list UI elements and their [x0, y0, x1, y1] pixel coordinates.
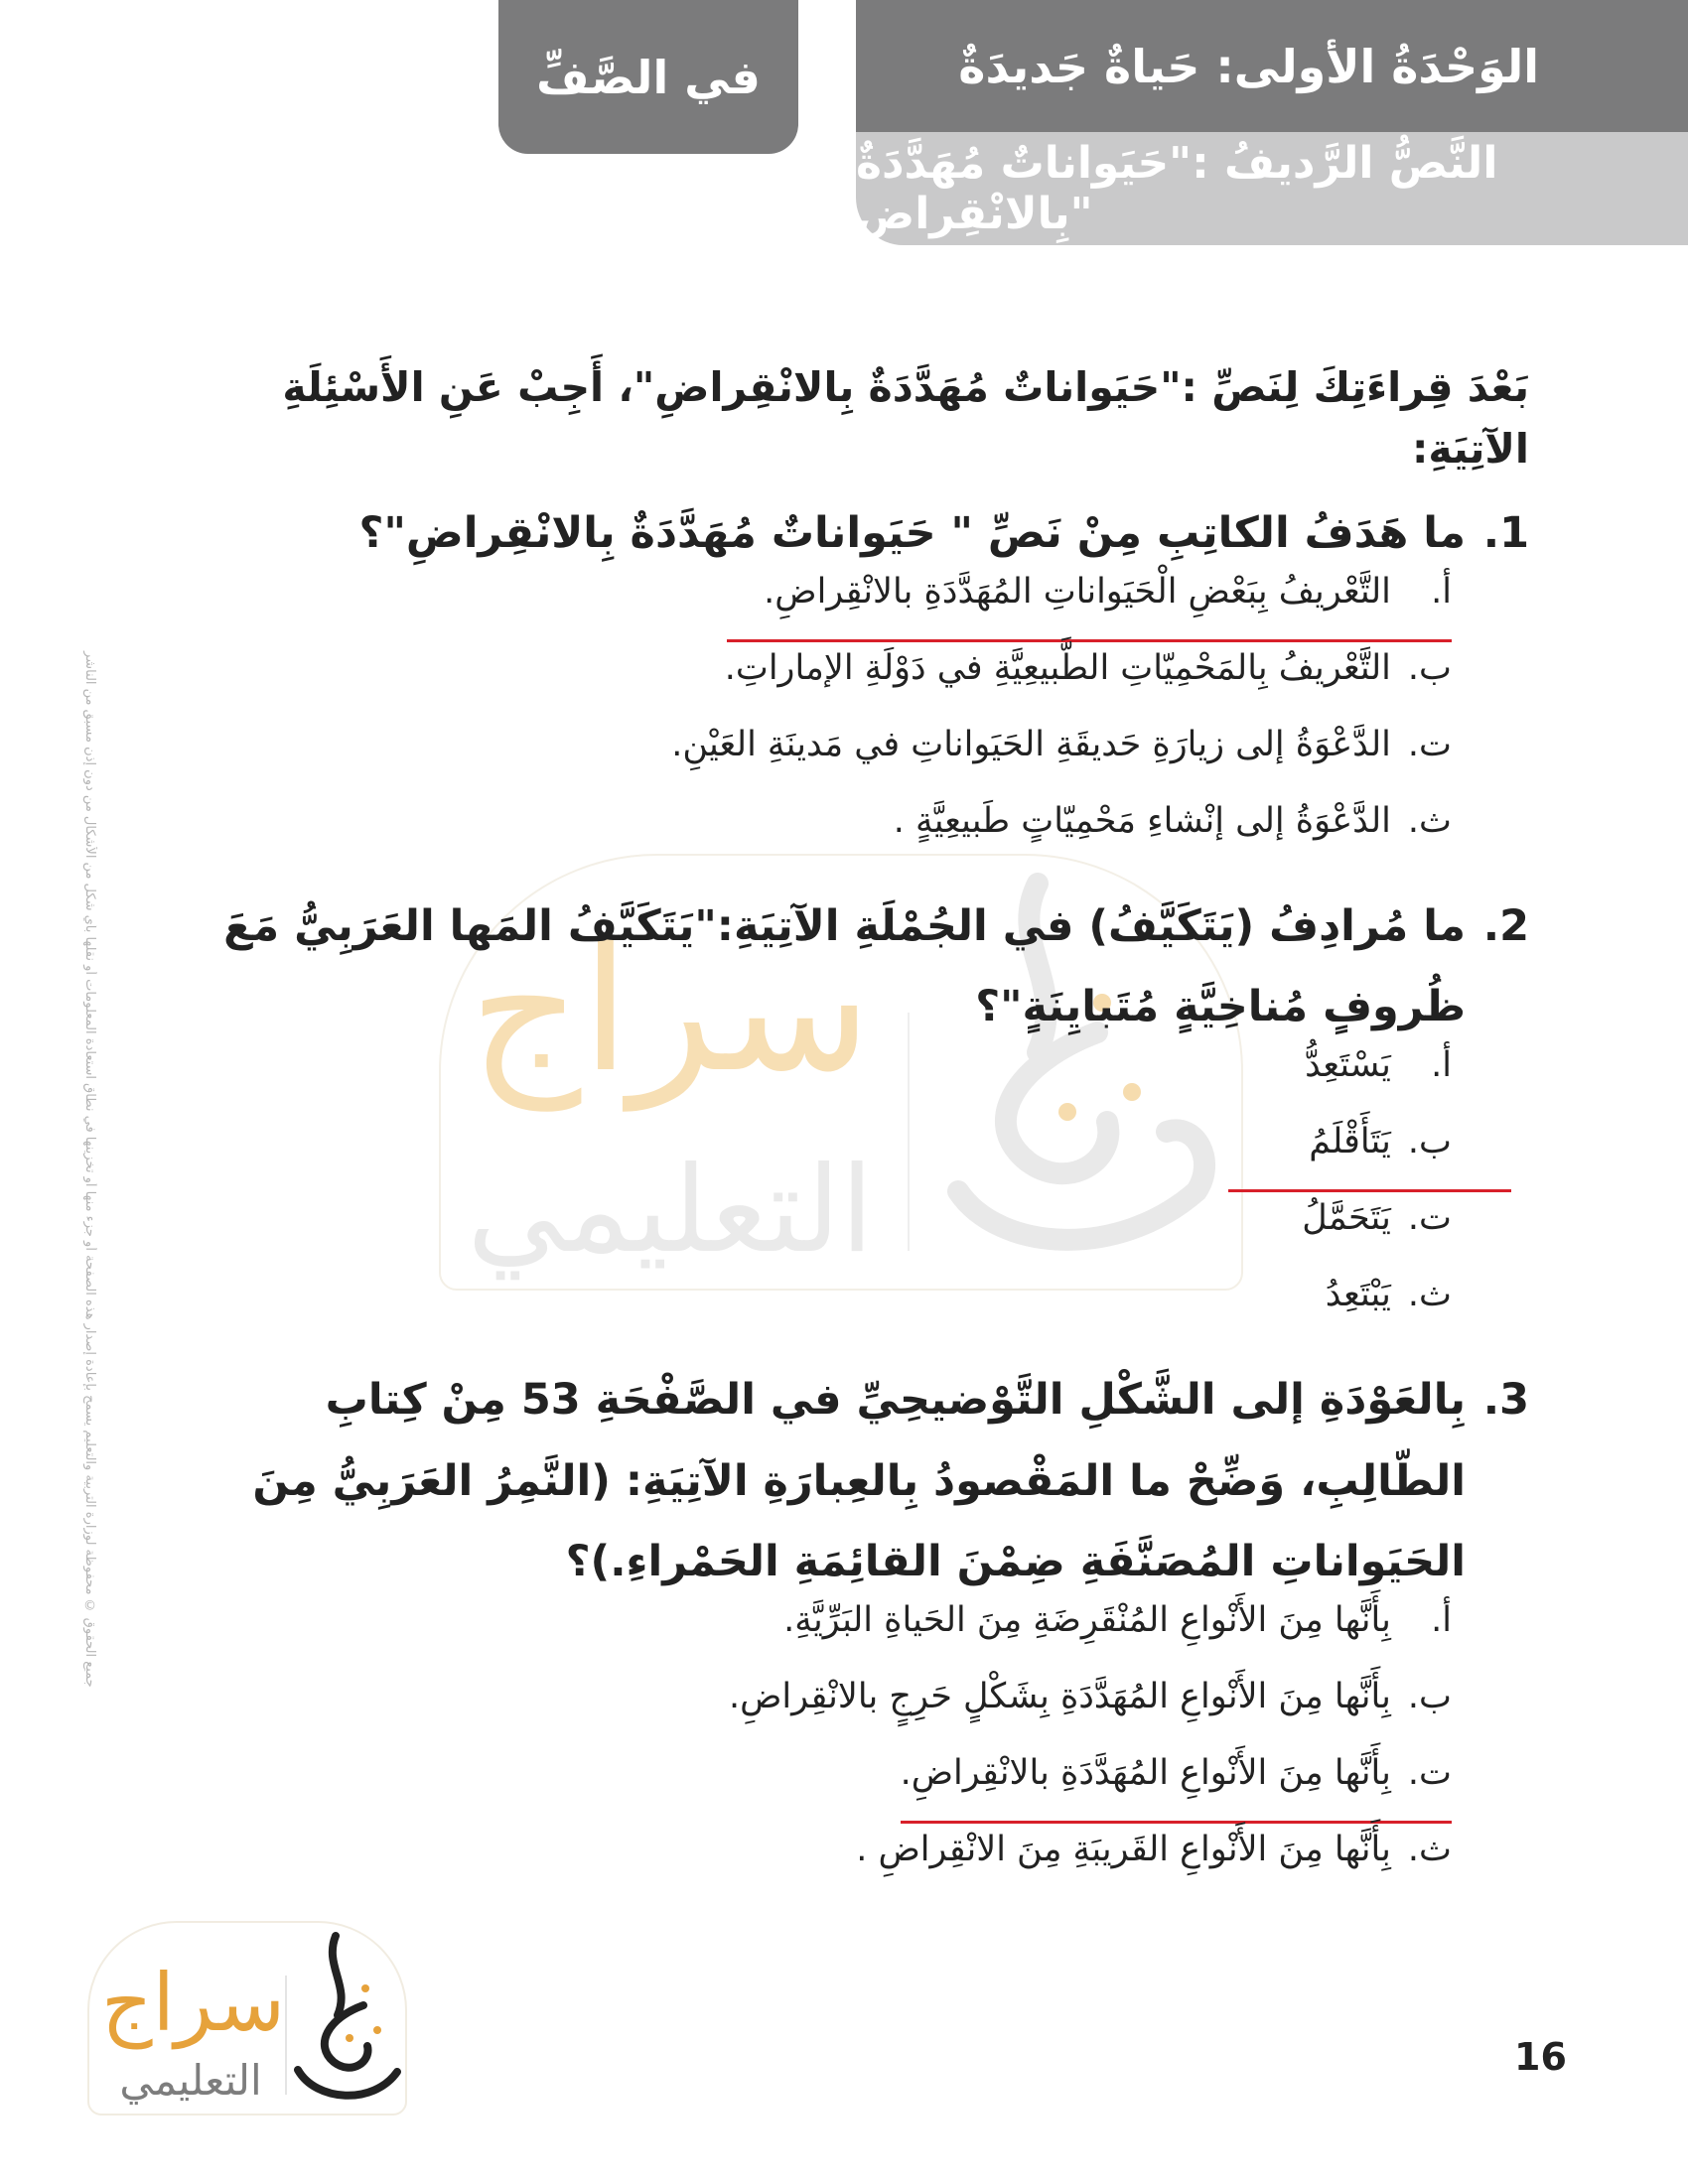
option-text: بِأَنَّها مِنَ الأَنْواعِ القَريبَةِ مِنَ الانْقِراضِ . [856, 1830, 1391, 1870]
text-title: النَّصُّ الرَّديفُ :"حَيَواناتٌ مُهَدَّدَةٌ بِالانْقِراضِ" [856, 138, 1498, 239]
option-d[interactable] [218, 800, 1529, 881]
option-text: يَتَأَقْلَمُ [1309, 1122, 1391, 1162]
option-b[interactable] [218, 1122, 1529, 1201]
option-label: ت. [1407, 1198, 1452, 1239]
option-c[interactable] [218, 1198, 1529, 1278]
logo-calligraphy-icon [286, 1931, 405, 2110]
answer-underline [901, 1821, 1452, 1824]
question-number: 2. [1482, 900, 1529, 951]
question-text: بِالعَوْدَةِ إلى الشَّكْلِ التَّوْضيحِيِّ في الصَّفْحَةِ 53 مِنْ كِتابِ الطّالِبِ، وَضِّحْ ما المَقْصودُ بِالعِبارَةِ الآتِيَةِ: (النَّمِرُ العَرَبِيُّ مِنَ الحَيَواناتِ المُصَنَّفَةِ ضِمْنَ القائِمَةِ الحَمْراءِ.)؟ [252, 1375, 1466, 1587]
copyright-note: جميع الحقوق © محفوظة لوزارة التربية والتعليم يسمح بإعادة إصدار هذه الصفحة أو جزء منها أو تخزينها في نطاق استعادة المعلومات أو نقلها بأي شكل من الأشكال من دون إذن مسبق من الناشر [82, 651, 97, 1688]
option-b[interactable] [218, 1677, 1529, 1756]
intro-instruction: بَعْدَ قِراءَتِكَ لِنَصِّ :"حَيَواناتٌ مُهَدَّدَةٌ بِالانْقِراضِ"، أَجِبْ عَنِ الأَسْئِلَةِ الآتِيَةِ: [282, 363, 1529, 473]
option-text: الدَّعْوَةُ إلى زيارَةِ حَديقَةِ الحَيَواناتِ في مَدينَةِ العَيْنِ. [671, 724, 1391, 764]
worksheet-content [218, 357, 1529, 1909]
question-number: 1. [1482, 508, 1529, 558]
option-label: أ. [1431, 571, 1452, 612]
option-a[interactable] [218, 1600, 1529, 1680]
watermark-sub: التعليمي [467, 1142, 874, 1280]
option-label: أ. [1431, 1600, 1452, 1641]
option-text: الدَّعْوَةُ إلى إنْشاءِ مَحْمِيّاتٍ طَبيعِيَّةٍ . [893, 800, 1391, 841]
option-label: ت. [1407, 1753, 1452, 1794]
option-b[interactable] [218, 647, 1529, 728]
option-text: يَسْتَعِدُّ [1305, 1045, 1391, 1086]
question-text: ما مُرادِفُ (يَتَكَيَّفُ) في الجُمْلَةِ الآتِيَةِ:"يَتَكَيَّفُ المَها العَرَبِيُّ مَعَ ظُروفٍ مُناخِيَّةٍ مُتَبايِنَةٍ"؟ [223, 900, 1466, 1032]
answer-underline [1228, 1189, 1511, 1192]
option-text: بِأَنَّها مِنَ الأَنْواعِ المُهَدَّدَةِ بالانْقِراضِ. [900, 1753, 1391, 1794]
unit-title: الوَحْدَةُ الأولى: حَياةٌ جَديدَةٌ [958, 39, 1539, 93]
text-title-bar [856, 132, 1688, 245]
logo-word: سراج [101, 1957, 286, 2049]
option-text: بِأَنَّها مِنَ الأَنْواعِ المُنْقَرِضَةِ مِنَ الحَياةِ البَرِّيَّةِ. [783, 1600, 1391, 1641]
option-a[interactable] [218, 571, 1529, 651]
option-label: أ. [1431, 1045, 1452, 1086]
option-d[interactable] [218, 1275, 1529, 1354]
question-text: ما هَدَفُ الكاتِبِ مِنْ نَصِّ " حَيَواناتٌ مُهَدَّدَةٌ بِالانْقِراضِ"؟ [358, 508, 1466, 558]
question-number: 3. [1482, 1375, 1529, 1426]
unit-title-bar [856, 0, 1688, 132]
question-3 [218, 1360, 1529, 1909]
option-label: ب. [1407, 1677, 1452, 1717]
option-text: بِأَنَّها مِنَ الأَنْواعِ المُهَدَّدَةِ بِشَكْلٍ حَرِجٍ بالانْقِراضِ. [728, 1677, 1391, 1717]
option-a[interactable] [218, 1045, 1529, 1125]
option-label: ث. [1407, 1275, 1452, 1315]
question-2 [218, 887, 1529, 1354]
option-text: التَّعْريفُ بِبَعْضِ الْحَيَواناتِ المُهَدَّدَةِ بالانْقِراضِ. [764, 571, 1391, 612]
logo-sub: التعليمي [119, 2056, 262, 2105]
option-text: يَتَحَمَّلُ [1302, 1198, 1391, 1239]
option-label: ت. [1407, 724, 1452, 764]
answer-underline [727, 639, 1452, 642]
class-tab-label: في الصَّفِّ [536, 50, 761, 104]
question-1 [218, 493, 1529, 881]
option-label: ب. [1407, 647, 1452, 688]
option-text: يَبْتَعِدُ [1325, 1275, 1391, 1315]
option-d[interactable] [218, 1830, 1529, 1909]
option-label: ب. [1407, 1122, 1452, 1162]
page-number: 16 [1514, 2035, 1567, 2079]
watermark-word: سراج [469, 909, 872, 1111]
option-label: ث. [1407, 1830, 1452, 1870]
class-tab [498, 0, 798, 154]
option-c[interactable] [218, 724, 1529, 804]
option-label: ث. [1407, 800, 1452, 841]
option-text: التَّعْريفُ بِالمَحْمِيّاتِ الطَّبيعِيَّةِ في دَوْلَةِ الإماراتِ. [724, 647, 1391, 688]
option-c[interactable] [218, 1753, 1529, 1833]
